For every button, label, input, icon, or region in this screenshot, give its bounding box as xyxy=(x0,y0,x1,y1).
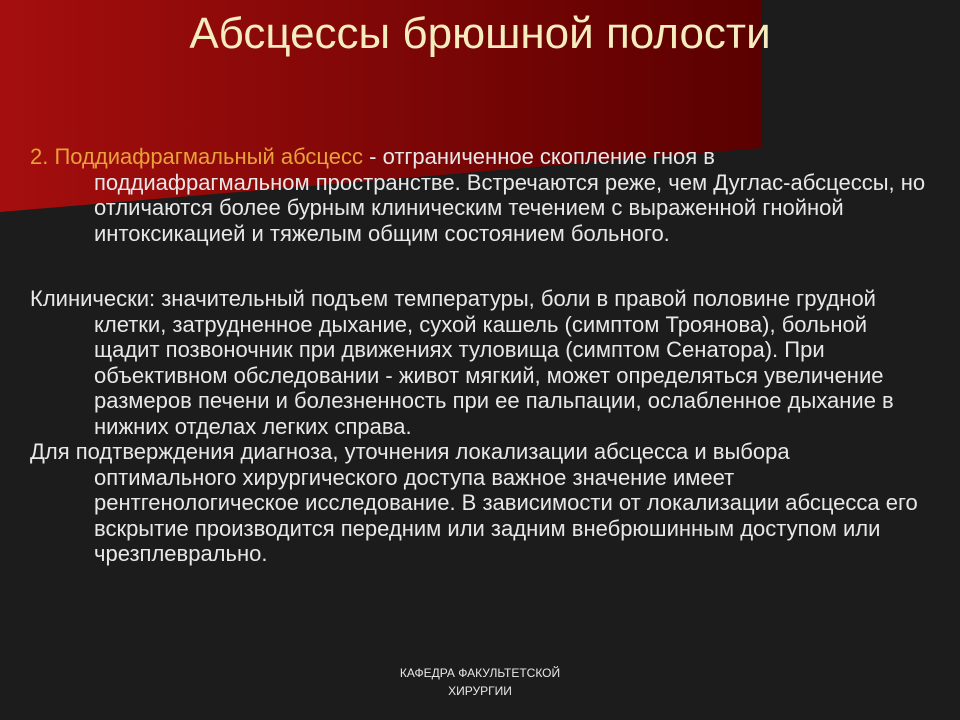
paragraph-clinical: Клинически: значительный подъем температуры, боли в правой половине грудной клетки, затрудненное дыхание, сухой кашель (симптом Троянова), больной щадит позвоночник при движениях туловища (симптом Сенатора). При объективном обследовании - живот мягкий, может определяться увеличение размеров печени и болезненность при ее пальпации, ослабленное дыхание в нижних отделах легких справа. xyxy=(30,286,894,439)
footer-line: КАФЕДРА ФАКУЛЬТЕТСКОЙ xyxy=(399,666,561,680)
paragraph-text: - отграниченное скопление гноя в поддиафрагмальном пространстве. Встречаются реже, чем Дуглас-абсцессы, но отличаются более бурным клиническим течением с выраженной гнойной интоксикацией и тяжелым общим состоянием больного. xyxy=(94,144,926,246)
term-highlight: 2. Поддиафрагмальный абсцесс xyxy=(30,144,364,169)
slide-body xyxy=(30,144,935,567)
slide-title: Абсцессы брюшной полости xyxy=(189,9,771,58)
footer-department xyxy=(380,664,580,700)
paragraph-subphrenic-abscess xyxy=(30,144,935,246)
paragraph-diagnosis: Для подтверждения диагноза, уточнения локализации абсцесса и выбора оптимального хирургического доступа важное значение имеет рентгенологическое исследование. В зависимости от локализации абсцесса его вскрытие производится передним или задним внебрюшинным доступом или чрезплеврально. xyxy=(30,439,918,566)
footer-line: ХИРУРГИИ xyxy=(448,684,512,698)
